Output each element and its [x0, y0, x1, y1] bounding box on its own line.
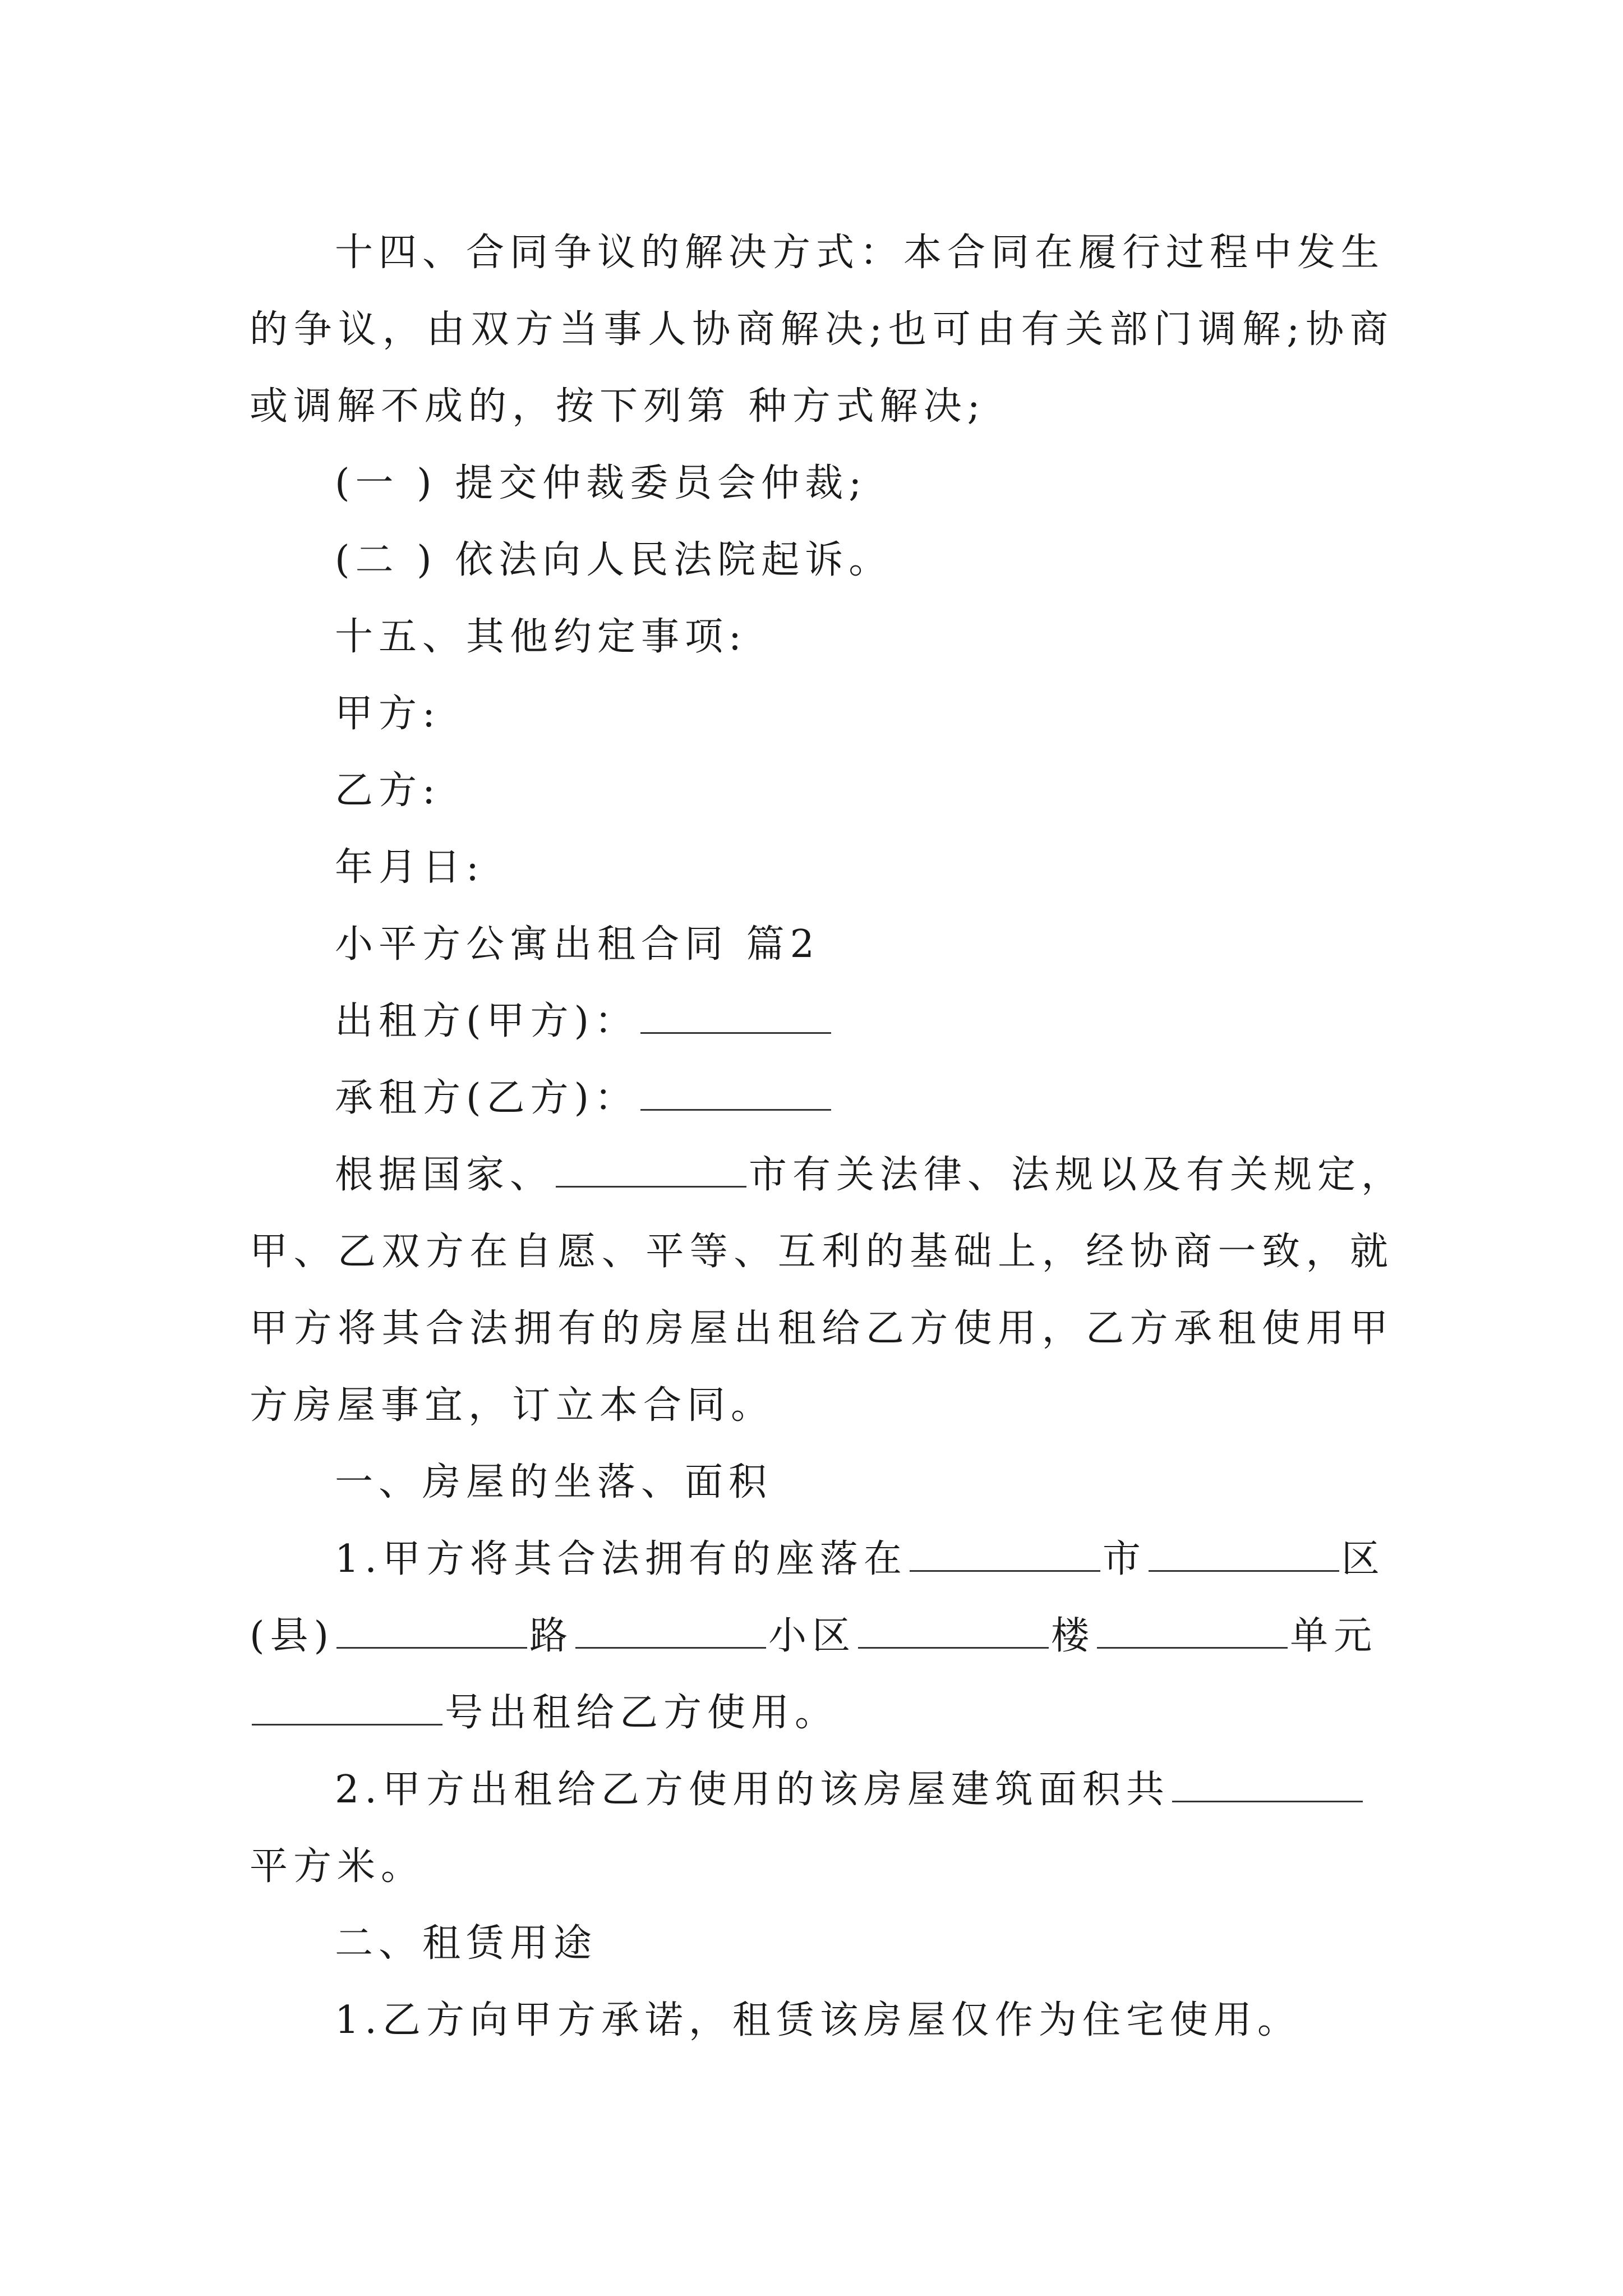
lessee-label: 承租方(乙方)：: [335, 1076, 639, 1120]
location-district-blank: [1149, 1570, 1339, 1572]
clause-14-heading: 十四、合同争议的解决方式：本合同在履行过程中发生: [335, 231, 1385, 275]
item-1-1-text-a: 1.甲方将其合法拥有的座落在: [335, 1537, 907, 1581]
date-line: 年月日:: [335, 845, 485, 890]
option-2: (二 ) 依法向人民法院起诉。: [335, 538, 893, 582]
county-blank: [336, 1646, 527, 1649]
room-number-blank: [252, 1723, 442, 1726]
lessor-label: 出租方(甲方)：: [335, 999, 639, 1043]
item-1-2-line-1: [250, 1751, 1394, 1828]
lessee-line: [250, 1060, 1394, 1137]
location-city-blank: [910, 1570, 1100, 1572]
lessee-blank: [640, 1108, 831, 1111]
section-1-heading: 一、房屋的坐落、面积: [335, 1460, 773, 1504]
contract-2-title: 小平方公寓出租合同 篇2: [335, 922, 820, 967]
area-blank: [1172, 1800, 1363, 1802]
preamble-part-a: 根据国家、: [335, 1153, 554, 1197]
community-blank: [858, 1646, 1049, 1649]
preamble-part-b: 市有关法律、法规以及有关规定，: [749, 1153, 1405, 1197]
party-a-signature: 甲方:: [335, 692, 441, 736]
item-1-1-community: 小区: [768, 1614, 856, 1658]
item-2-1: 1.乙方向甲方承诺，租赁该房屋仅作为住宅使用。: [335, 1998, 1301, 2042]
item-1-2-text: 2.甲方出租给乙方使用的该房屋建筑面积共: [335, 1768, 1170, 1812]
item-1-1-text-c: 区: [1341, 1537, 1385, 1581]
document-body: [250, 214, 1405, 2059]
lessor-blank: [640, 1032, 831, 1034]
clause-15-heading: 十五、其他约定事项:: [335, 615, 747, 659]
road-blank: [575, 1646, 766, 1649]
preamble-line-4: 方房屋事宜，订立本合同。: [250, 1383, 775, 1428]
item-1-1-county: (县): [250, 1614, 335, 1658]
item-1-1-road: 路: [529, 1614, 574, 1658]
item-1-1-line-2: [250, 1598, 1394, 1674]
preamble-line-3: 甲方将其合法拥有的房屋出租给乙方使用，乙方承租使用甲: [250, 1306, 1394, 1351]
item-1-1-line-1: [250, 1521, 1394, 1598]
building-blank: [1097, 1646, 1288, 1649]
preamble-line-2: 甲、乙双方在自愿、平等、互利的基础上，经协商一致，就: [250, 1230, 1394, 1274]
item-1-2-line-2: 平方米。: [250, 1844, 425, 1889]
party-b-signature: 乙方:: [335, 769, 441, 813]
item-1-1-room: 号出租给乙方使用。: [445, 1691, 839, 1735]
item-1-1-line-3: [250, 1674, 1394, 1751]
section-2-heading: 二、租赁用途: [335, 1921, 598, 1966]
item-1-1-unit: 单元: [1290, 1614, 1378, 1658]
option-1: (一 ) 提交仲裁委员会仲裁;: [335, 461, 868, 505]
clause-14-line-2: 的争议，由双方当事人协商解决;也可由有关部门调解;协商: [250, 307, 1394, 352]
item-1-1-building: 楼: [1051, 1614, 1095, 1658]
item-1-1-text-b: 市: [1102, 1537, 1146, 1581]
lessor-line: [250, 983, 1394, 1060]
city-blank: [556, 1185, 746, 1188]
preamble-line-1: [250, 1137, 1405, 1213]
clause-14-line-3: 或调解不成的，按下列第 种方式解决;: [250, 384, 986, 429]
